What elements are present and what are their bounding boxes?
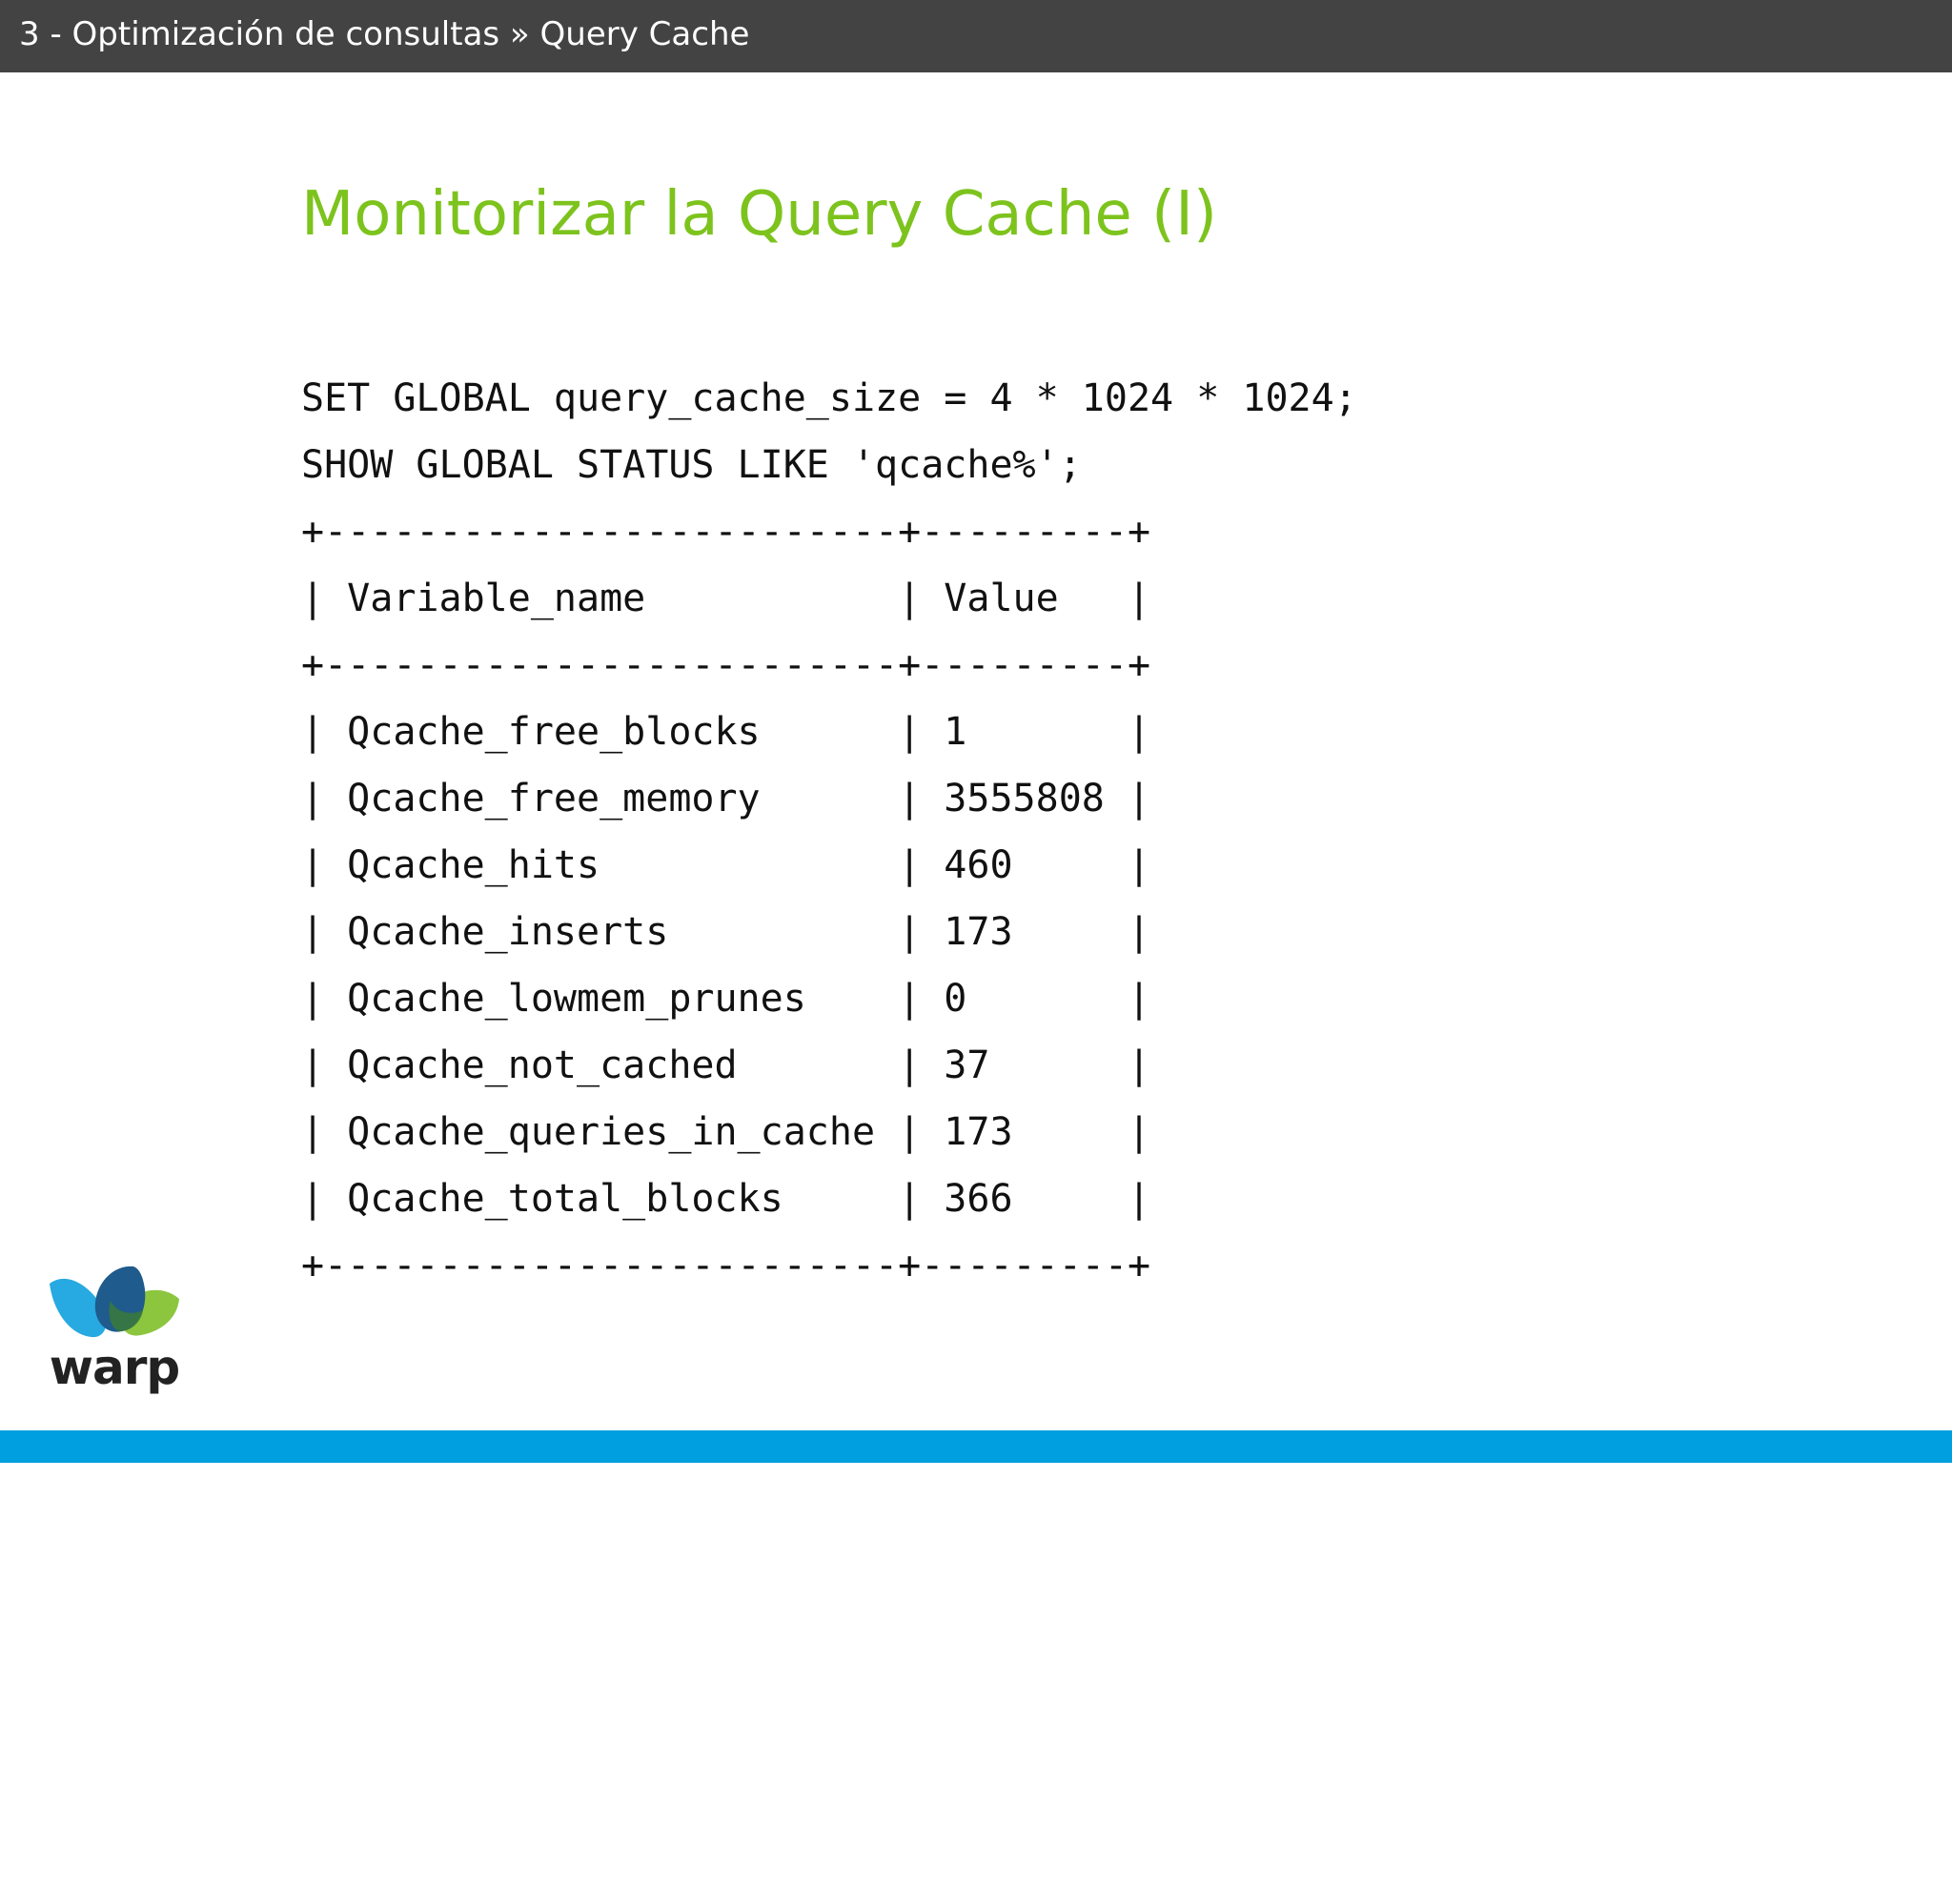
table-row: | Qcache_queries_in_cache | 173 | bbox=[301, 1110, 1151, 1154]
top-header-bar bbox=[0, 0, 1952, 72]
code-line-set-global: SET GLOBAL query_cache_size = 4 * 1024 * 1024; bbox=[301, 376, 1357, 420]
table-row: | Qcache_total_blocks | 366 | bbox=[301, 1177, 1151, 1221]
breadcrumb: 3 - Optimización de consultas » Query Cache bbox=[19, 15, 750, 53]
warp-logo bbox=[48, 1263, 181, 1406]
sql-code-block bbox=[301, 365, 1357, 1299]
table-border-header: +-------------------------+---------+ bbox=[301, 643, 1151, 687]
warp-logo-wordmark: warp bbox=[49, 1340, 180, 1395]
footer-accent-bar bbox=[0, 1430, 1952, 1463]
table-header-row: | Variable_name | Value | bbox=[301, 577, 1151, 620]
table-row: | Qcache_inserts | 173 | bbox=[301, 910, 1151, 954]
table-row: | Qcache_not_cached | 37 | bbox=[301, 1043, 1151, 1087]
table-row: | Qcache_free_memory | 3555808 | bbox=[301, 777, 1151, 820]
table-row: | Qcache_hits | 460 | bbox=[301, 843, 1151, 887]
code-line-show-status: SHOW GLOBAL STATUS LIKE 'qcache%'; bbox=[301, 443, 1082, 487]
table-border-bottom: +-------------------------+---------+ bbox=[301, 1244, 1151, 1287]
slide-title: Monitorizar la Query Cache (I) bbox=[301, 179, 1217, 250]
table-row: | Qcache_free_blocks | 1 | bbox=[301, 710, 1151, 754]
table-row: | Qcache_lowmem_prunes | 0 | bbox=[301, 977, 1151, 1021]
table-border-top: +-------------------------+---------+ bbox=[301, 510, 1151, 554]
warp-logo-leaves-icon bbox=[48, 1263, 181, 1348]
